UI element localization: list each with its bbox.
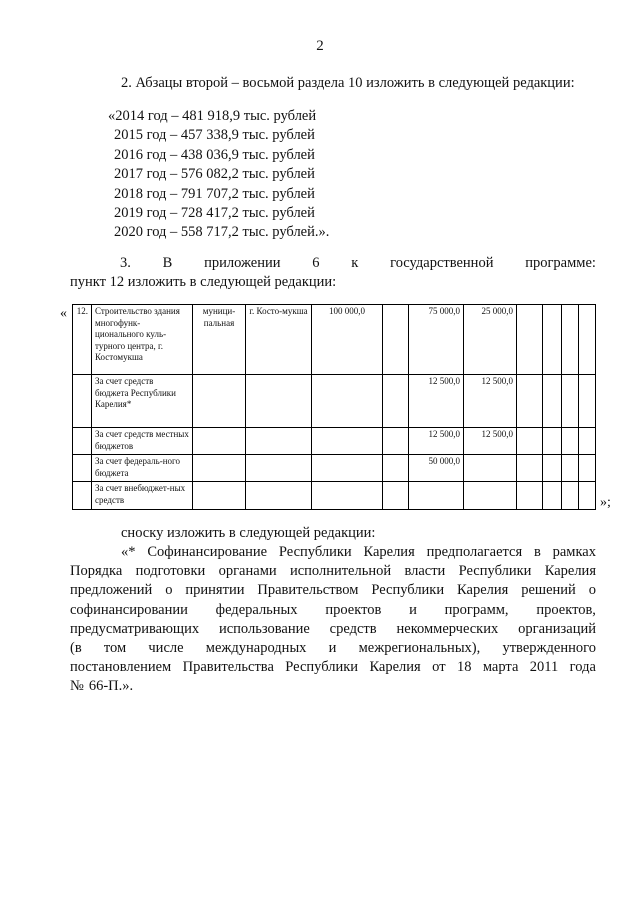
amount-line: 2019 год – 728 417,2 тыс. рублей: [114, 205, 315, 222]
word: предложений: [70, 582, 153, 599]
cell-empty: [517, 482, 543, 510]
table-row: [73, 428, 596, 455]
table-row: [73, 482, 596, 510]
word: марта: [482, 659, 519, 676]
cell-empty: [517, 455, 543, 482]
page-number: 2: [316, 38, 324, 54]
word: постановлением: [70, 659, 172, 676]
word: Республики: [371, 582, 445, 599]
word: 66-П.».: [88, 678, 134, 695]
quote-close: »;: [600, 495, 611, 510]
cell-empty: [579, 428, 596, 455]
word: государственной: [390, 255, 494, 271]
word: средств: [329, 620, 377, 637]
section-2-text: 2. Абзацы второй – восьмой раздела 10 изложить в следующей редакции:: [121, 75, 575, 91]
cell-empty: [562, 305, 579, 375]
amounts-list: [108, 107, 329, 243]
cell-number: 12.: [73, 305, 92, 375]
cell-type: [193, 375, 246, 428]
cell-name: За счет средств бюджета Республики Карелия*: [92, 375, 193, 428]
amount-line: «2014 год – 481 918,9 тыс. рублей: [108, 108, 317, 124]
cell-type: [193, 482, 246, 510]
cell-empty: [543, 375, 562, 428]
word: том: [103, 640, 127, 657]
cell-place: [246, 482, 312, 510]
cell-2018: [464, 482, 517, 510]
word: органами: [218, 563, 277, 580]
cell-empty: [383, 375, 409, 428]
amount-line: 2016 год – 438 036,9 тыс. рублей: [114, 146, 315, 163]
word: Карелия: [457, 582, 509, 599]
word: Республики: [285, 659, 359, 676]
footnote-line: [70, 581, 596, 600]
word: Карелия: [369, 659, 421, 676]
word: №: [70, 678, 84, 695]
word: 2011: [529, 659, 559, 676]
word: власти: [404, 563, 446, 580]
cell-place: г. Косто-мукша: [246, 305, 312, 375]
word: года: [569, 659, 596, 676]
word: 3.: [120, 255, 131, 271]
cell-number: [73, 428, 92, 455]
cell-2018: [464, 455, 517, 482]
cell-empty: [517, 375, 543, 428]
word: приложении: [204, 255, 281, 271]
cell-empty: [579, 482, 596, 510]
cell-2017: 12 500,0: [409, 375, 464, 428]
section-3-line-2: пункт 12 изложить в следующей редакции:: [70, 274, 337, 290]
word: Порядка: [70, 563, 123, 580]
footnote-line: [70, 658, 596, 677]
cell-type: муници-пальная: [193, 305, 246, 375]
amount-line: 2015 год – 457 338,9 тыс. рублей: [114, 127, 315, 144]
cell-empty: [562, 428, 579, 455]
cell-2017: 75 000,0: [409, 305, 464, 375]
amount-line: 2020 год – 558 717,2 тыс. рублей.».: [114, 224, 330, 241]
word: программ,: [444, 601, 509, 618]
word: Республики: [278, 544, 352, 560]
section-3-text: [70, 254, 596, 292]
cell-name: За счет федераль-ного бюджета: [92, 455, 193, 482]
word: рамках: [552, 544, 596, 560]
word: софинансировании: [70, 601, 188, 618]
table-row: [73, 375, 596, 428]
word: о: [165, 582, 173, 599]
section-3-line-1: [70, 254, 596, 273]
cell-type: [193, 428, 246, 455]
footnote-line: [70, 639, 596, 658]
word: и: [328, 640, 337, 657]
word: Карелия: [363, 544, 415, 560]
footnote-line: [70, 677, 596, 696]
word: к: [351, 255, 359, 271]
cell-empty: [543, 455, 562, 482]
word: от: [432, 659, 446, 676]
footnote-line: [70, 601, 596, 620]
word: в: [533, 544, 541, 560]
cell-2017: [409, 482, 464, 510]
word: утвержденного: [502, 640, 596, 657]
table-row: [73, 305, 596, 375]
word: программе:: [525, 255, 596, 271]
cell-type: [193, 455, 246, 482]
word: межрегиональных),: [358, 640, 481, 657]
cell-empty: [383, 455, 409, 482]
cell-empty: [543, 305, 562, 375]
cell-empty: [562, 375, 579, 428]
cell-empty: [579, 375, 596, 428]
cell-total: [312, 428, 383, 455]
cell-empty: [543, 482, 562, 510]
cell-empty: [579, 455, 596, 482]
word: 18: [456, 659, 472, 676]
cell-name: За счет внебюджет-ных средств: [92, 482, 193, 510]
footnote-text: [70, 543, 596, 697]
footnote-line: [70, 543, 596, 562]
word: Софинансирование: [147, 544, 268, 560]
cell-name: За счет средств местных бюджетов: [92, 428, 193, 455]
word: 6: [312, 255, 320, 271]
word: Республики: [458, 563, 532, 580]
cell-empty: [562, 482, 579, 510]
amount-line: 2018 год – 791 707,2 тыс. рублей: [114, 185, 315, 202]
word: организаций: [518, 620, 596, 637]
word: подготовки: [135, 563, 206, 580]
amount-line: 2017 год – 576 082,2 тыс. рублей: [114, 166, 315, 183]
cell-empty: [383, 428, 409, 455]
word: и: [409, 601, 417, 618]
cell-number: [73, 455, 92, 482]
word: о: [588, 582, 596, 599]
word: «*: [121, 544, 136, 560]
cell-empty: [543, 428, 562, 455]
cell-2018: 12 500,0: [464, 428, 517, 455]
word: международных: [205, 640, 307, 657]
cell-2018: 25 000,0: [464, 305, 517, 375]
word: предусматривающих: [70, 620, 200, 637]
cell-empty: [517, 305, 543, 375]
word: решений: [521, 582, 576, 599]
word: В: [162, 255, 173, 271]
cell-empty: [383, 305, 409, 375]
budget-table: [72, 304, 596, 510]
cell-empty: [517, 428, 543, 455]
word: федеральных: [215, 601, 298, 618]
cell-total: [312, 375, 383, 428]
table-row: [73, 455, 596, 482]
footnote-line: [70, 562, 596, 581]
cell-place: [246, 375, 312, 428]
word: Карелия: [544, 563, 596, 580]
cell-total: [312, 455, 383, 482]
footnote-line: [70, 620, 596, 639]
cell-number: [73, 375, 92, 428]
word: проектов,: [536, 601, 596, 618]
word: числе: [148, 640, 184, 657]
word: принятии: [185, 582, 245, 599]
word: исполнительной: [289, 563, 392, 580]
word: использование: [218, 620, 310, 637]
word: (в: [70, 640, 82, 657]
word: Правительством: [257, 582, 359, 599]
quote-open: «: [60, 306, 67, 321]
cell-2018: 12 500,0: [464, 375, 517, 428]
word: предполагается: [426, 544, 523, 560]
word: Правительства: [182, 659, 274, 676]
footnote-intro: сноску изложить в следующей редакции:: [121, 525, 376, 541]
cell-empty: [562, 455, 579, 482]
word: некоммерческих: [396, 620, 499, 637]
cell-total: [312, 482, 383, 510]
cell-place: [246, 455, 312, 482]
cell-2017: 50 000,0: [409, 455, 464, 482]
cell-name: Строительство здания многофунк-ционального куль-турного центра, г. Костомукша: [92, 305, 193, 375]
word: проектов: [325, 601, 382, 618]
cell-place: [246, 428, 312, 455]
cell-number: [73, 482, 92, 510]
cell-2017: 12 500,0: [409, 428, 464, 455]
cell-empty: [579, 305, 596, 375]
cell-empty: [383, 482, 409, 510]
cell-total: 100 000,0: [312, 305, 383, 375]
